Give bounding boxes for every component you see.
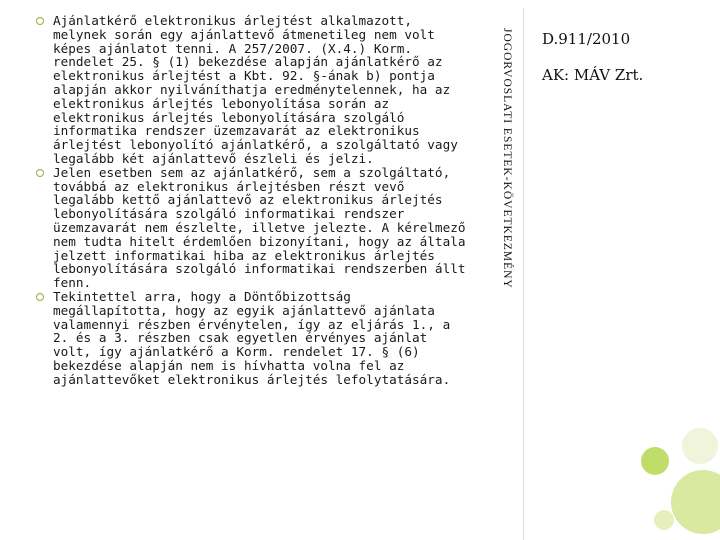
- bullet-list: [36, 14, 470, 387]
- bullet-text: Ajánlatkérő elektronikus árlejtést alkalmazott, melynek során egy ajánlattevő átmenetileg nem volt képes ajánlatot tenni. A 257/2007. (X.4.) Korm. rendelet 25. § (1) bekezdése alapján ajánlatkérő az elektronikus árlejtést a Kbt. 92. §-ának b) pontja alapján akkor nyilváníthatja eredménytelennek, ha az elektronikus árlejtés lebonyolítása során az elektronikus árlejtés lebonyolítására szolgáló informatika rendszer üzemzavarát az elektronikus árlejtést lebonyolító ajánlatkérő, a szolgáltató vagy legalább két ajánlattevő észleli és jelzi.: [53, 13, 458, 166]
- decorative-circle: [641, 447, 669, 475]
- divider-line: [523, 8, 524, 540]
- bullet-item: [36, 14, 470, 166]
- slide-title-text: JOGORVOSLATI ESETEK-KÖVETKEZMÉNY: [501, 28, 513, 289]
- bullet-text: Tekintettel arra, hogy a Döntőbizottság megállapította, hogy az egyik ajánlattevő ajánlata valamennyi részben érvénytelen, így az eljárás 1., a 2. és a 3. részben csak egyetlen érvényes ajánlat volt, így ajánlatkérő a Korm. rendelet 17. § (6) bekezdése alapján nem is hívhatta volna fel az ajánlattevőket elektronikus árlejtés lefolytatására.: [53, 288, 451, 387]
- decorative-circle: [682, 428, 718, 464]
- bullet-item: [36, 290, 470, 387]
- case-number: D.911/2010: [542, 30, 631, 48]
- decorative-circle: [654, 510, 674, 530]
- bullet-circle-icon: [36, 17, 44, 25]
- party-label: AK: MÁV Zrt.: [542, 66, 644, 84]
- bullet-circle-icon: [36, 293, 44, 301]
- bullet-item: [36, 166, 470, 290]
- vertical-slide-title: [498, 28, 520, 358]
- bullet-text: Jelen esetben sem az ajánlatkérő, sem a szolgáltató, továbbá az elektronikus árlejtésben részt vevő legalább kettő ajánlattevő az elektronikus árlejtés lebonyolítására szolgáló informatikai rendszer üzemzavarát nem észlelte, illetve jelezte. A kérelmező nem tudta hitelt érdemlően bizonyítani, hogy az általa jelzett informatikai hiba az elektronikus árlejtés lebonyolítására szolgáló informatikai rendszerben állt fenn.: [53, 164, 466, 291]
- decorative-circle: [671, 470, 720, 534]
- bullet-circle-icon: [36, 169, 44, 177]
